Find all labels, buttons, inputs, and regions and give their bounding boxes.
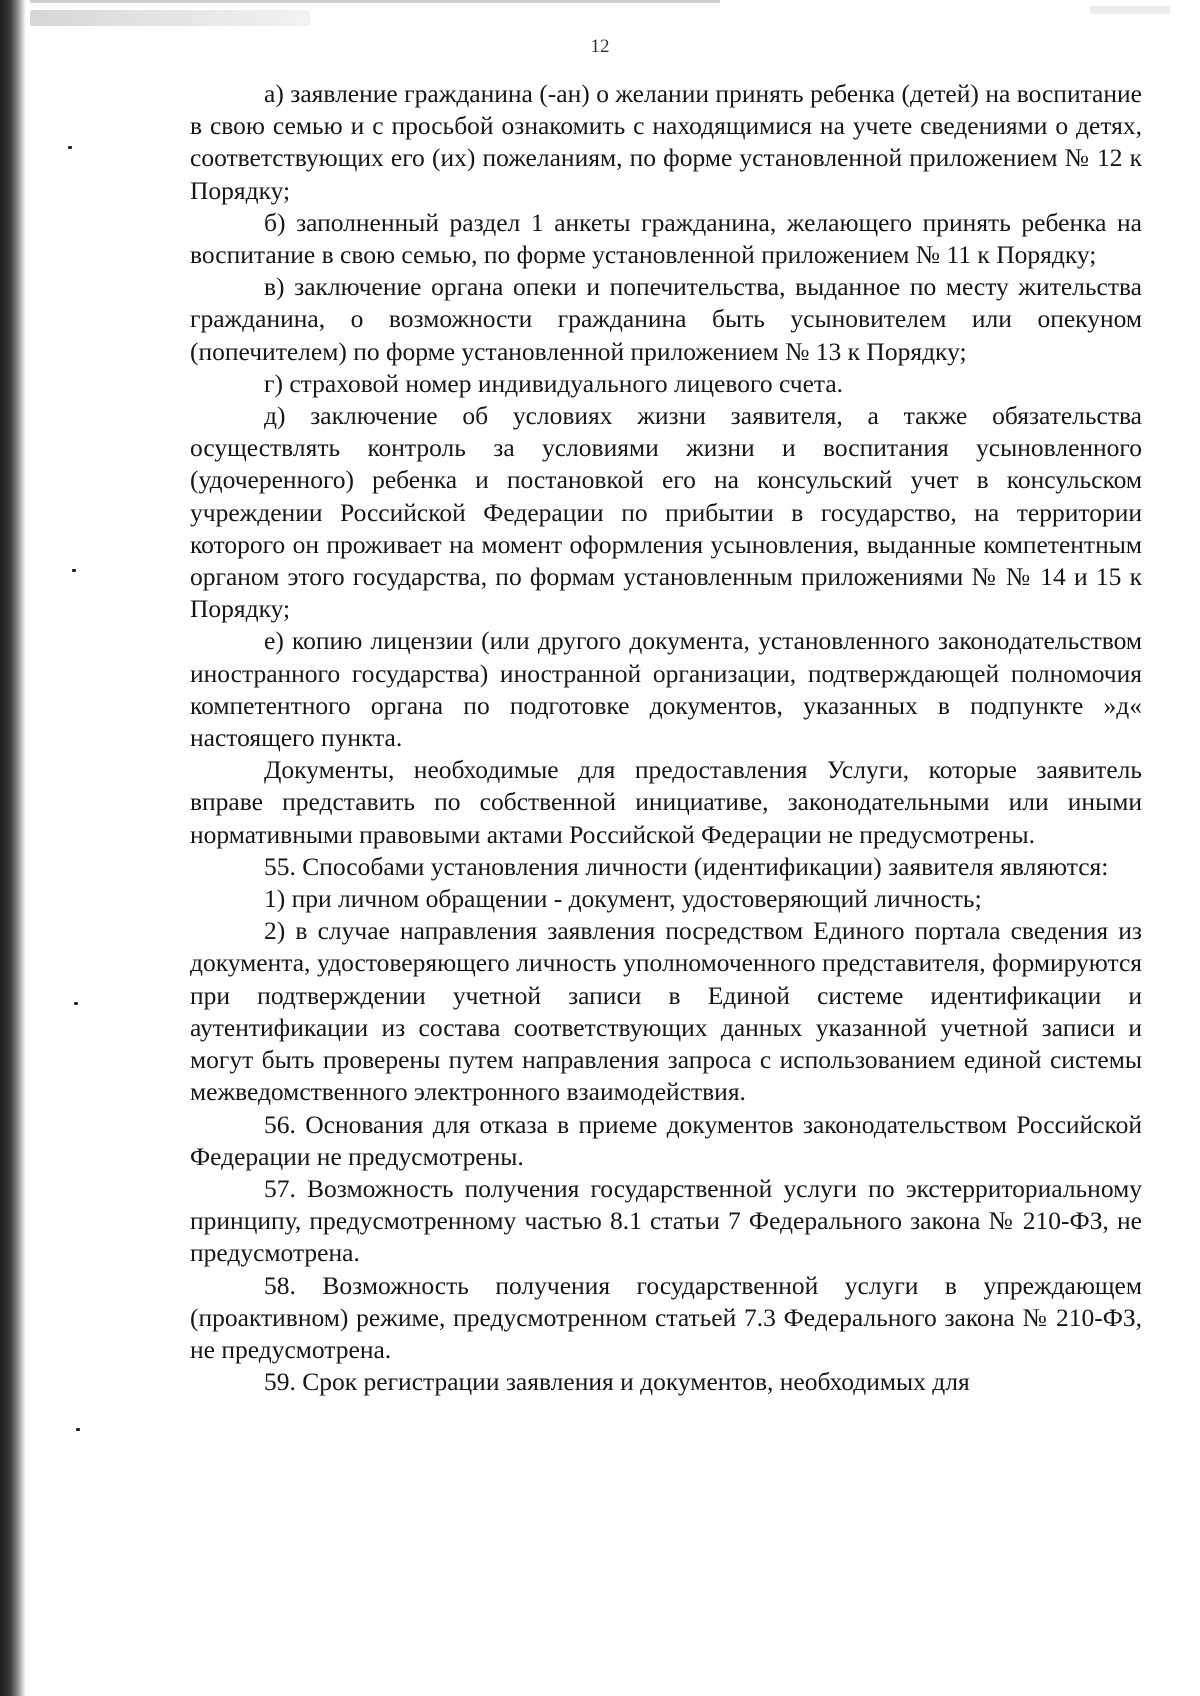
scan-speck [76, 1428, 80, 1431]
paragraph-item-b: б) заполненный раздел 1 анкеты гражданина, желающего принять ребенка на воспитание в свою семью, по форме установленной приложением № 11 к Порядку; [190, 207, 1142, 270]
scan-top-line [30, 0, 720, 3]
paragraph-item-a: а) заявление гражданина (-ан) о желании принять ребенка (детей) на воспитание в свою семью и с просьбой ознакомить с находящимися на учете сведениями о детях, соответствующих его (их) пожеланиям, по форме установленной приложением № 12 к Порядку; [190, 79, 1142, 205]
paragraph-item-v: в) заключение органа опеки и попечительства, выданное по месту жительства гражданина, о возможности гражданина быть усыновителем или опекуном (попечителем) по форме установленной приложением № 13 к Порядку; [190, 272, 1142, 366]
paragraph-58: 58. Возможность получения государственной услуги в упреждающем (проактивном) режиме, предусмотренном статьей 7.3 Федерального закона № 210-ФЗ, не предусмотрена. [190, 1270, 1142, 1364]
paragraph-56: 56. Основания для отказа в приеме документов законодательством Российской Федерации не предусмотрены. [190, 1109, 1142, 1171]
paragraph-optional-documents: Документы, необходимые для предоставления Услуги, которые заявитель вправе представить по собственной инициативе, законодательными или иными нормативными правовыми актами Российской Федерации не предусмотрены. [190, 755, 1142, 849]
paragraph-57: 57. Возможность получения государственной услуги по экстерриториальному принципу, предусмотренному частью 8.1 статьи 7 Федерального закона № 210-ФЗ, не предусмотрена. [190, 1173, 1142, 1268]
scan-edge [0, 0, 26, 1696]
scan-smudge [30, 10, 310, 26]
scan-smudge-right [1090, 6, 1170, 14]
document-body [190, 78, 1142, 1398]
paragraph-item-e: е) копию лицензии (или другого документа, установленного законодательством иностранного государства) иностранной организации, подтверждающей полномочия компетентного органа по подготовке документов, указанных в подпункте »д« настоящего пункта. [190, 626, 1142, 753]
paragraph-59: 59. Срок регистрации заявления и документов, необходимых для [264, 1367, 970, 1397]
paragraph-item-g: г) страховой номер индивидуального лицевого счета. [264, 368, 844, 398]
scan-speck [74, 1002, 78, 1005]
scan-speck [72, 569, 76, 572]
paragraph-55-item-1: 1) при личном обращении - документ, удостоверяющий личность; [264, 884, 982, 914]
paragraph-55: 55. Способами установления личности (идентификации) заявителя являются: [264, 851, 1109, 881]
page-number: 12 [590, 36, 610, 57]
scan-speck [68, 146, 72, 149]
paragraph-item-d: д) заключение об условиях жизни заявителя, а также обязательства осуществлять контроль за условиями жизни и воспитания усыновленного (удочеренного) ребенка и постановкой его на консульский учет в консульском учреждении Российской Федерации по прибытии в государство, на территории которого он проживает на момент оформления усыновления, выданные компетентным органом этого государства, по формам установленным приложениями № № 14 и 15 к Порядку; [190, 401, 1142, 624]
paragraph-55-item-2: 2) в случае направления заявления посредством Единого портала сведения из документа, удостоверяющего личность уполномоченного представителя, формируются при подтверждении учетной записи в Единой системе идентификации и аутентификации из состава соответствующих данных указанной учетной записи и могут быть проверены путем направления запроса с использованием единой системы межведомственного электронного взаимодействия. [190, 916, 1142, 1107]
